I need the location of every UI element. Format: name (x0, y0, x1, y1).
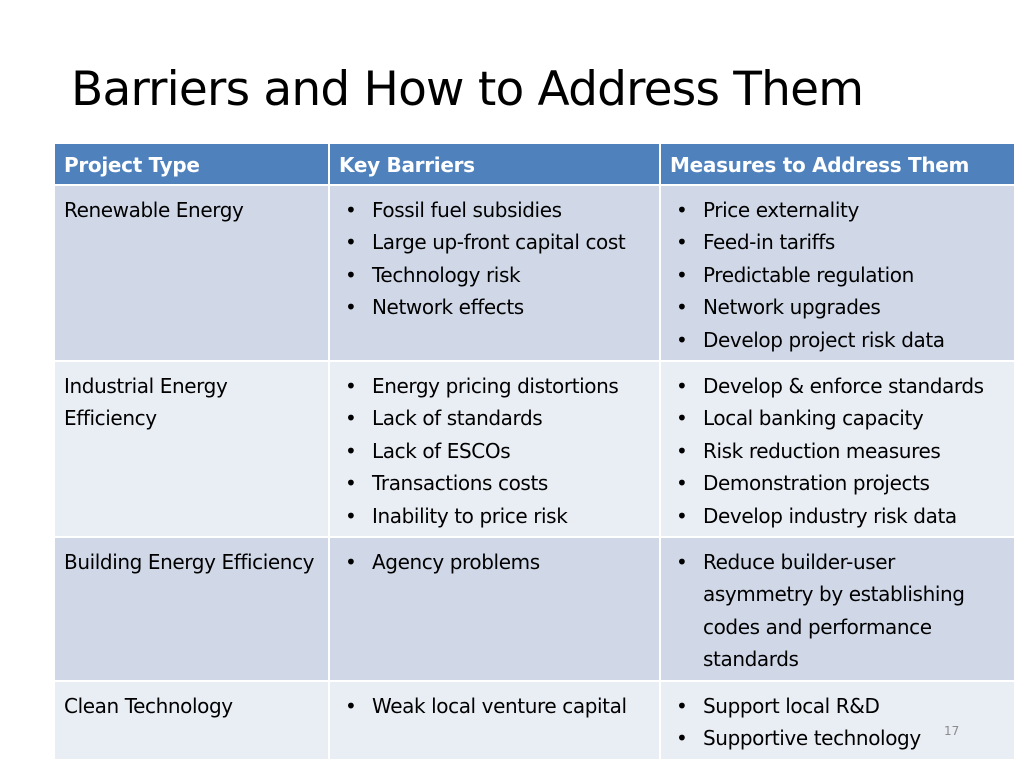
list-item: • Feed-in tariffs (670, 226, 1006, 258)
header-key-barriers: Key Barriers (329, 143, 660, 185)
table-row (54, 361, 1015, 537)
barriers-cell (329, 361, 660, 537)
list-item: • Lack of ESCOs (339, 435, 651, 467)
measures-cell (660, 537, 1015, 681)
barriers-list (339, 194, 651, 324)
measures-list (670, 546, 1006, 676)
list-item: • Risk reduction measures (670, 435, 1006, 467)
list-item: • Develop & enforce standards (670, 370, 1006, 402)
list-item: • Demonstration projects (670, 467, 1006, 499)
list-item: • Transactions costs (339, 467, 651, 499)
list-item: • Technology risk (339, 259, 651, 291)
list-item: • Local banking capacity (670, 402, 1006, 434)
list-item: • Price externality (670, 194, 1006, 226)
barriers-list (339, 370, 651, 532)
project-type-cell: Building Energy Efficiency (54, 537, 329, 681)
measures-cell (660, 681, 1015, 760)
list-item: • Supportive technology (670, 722, 1006, 754)
barriers-cell (329, 681, 660, 760)
page-number: 17 (944, 724, 960, 738)
project-type-cell: Clean Technology (54, 681, 329, 760)
list-item: • Predictable regulation (670, 259, 1006, 291)
barriers-list (339, 690, 651, 722)
list-item: • Develop project risk data (670, 324, 1006, 356)
barriers-cell (329, 185, 660, 361)
list-item: • Support local R&D (670, 690, 1006, 722)
list-item: • Agency problems (339, 546, 651, 578)
list-item: • Network effects (339, 291, 651, 323)
slide-title: Barriers and How to Address Them (71, 62, 864, 117)
measures-list (670, 690, 1006, 755)
barriers-cell (329, 537, 660, 681)
table-row (54, 537, 1015, 681)
project-type-cell: Industrial Energy Efficiency (54, 361, 329, 537)
list-item: • Network upgrades (670, 291, 1006, 323)
header-measures: Measures to Address Them (660, 143, 1015, 185)
measures-cell (660, 361, 1015, 537)
measures-list (670, 194, 1006, 356)
table-header-row (54, 143, 1015, 185)
list-item: • Inability to price risk (339, 500, 651, 532)
barriers-list (339, 546, 651, 578)
barriers-table (53, 142, 1016, 761)
list-item: • Large up-front capital cost (339, 226, 651, 258)
measures-list (670, 370, 1006, 532)
list-item: • Energy pricing distortions (339, 370, 651, 402)
measures-cell (660, 185, 1015, 361)
project-type-cell: Renewable Energy (54, 185, 329, 361)
list-item: • Weak local venture capital (339, 690, 651, 722)
list-item: • Lack of standards (339, 402, 651, 434)
header-project-type: Project Type (54, 143, 329, 185)
table-row (54, 681, 1015, 760)
table-row (54, 185, 1015, 361)
list-item: • Fossil fuel subsidies (339, 194, 651, 226)
list-item: • Develop industry risk data (670, 500, 1006, 532)
list-item: • Reduce builder-user asymmetry by establishing codes and performance standards (670, 546, 1006, 676)
